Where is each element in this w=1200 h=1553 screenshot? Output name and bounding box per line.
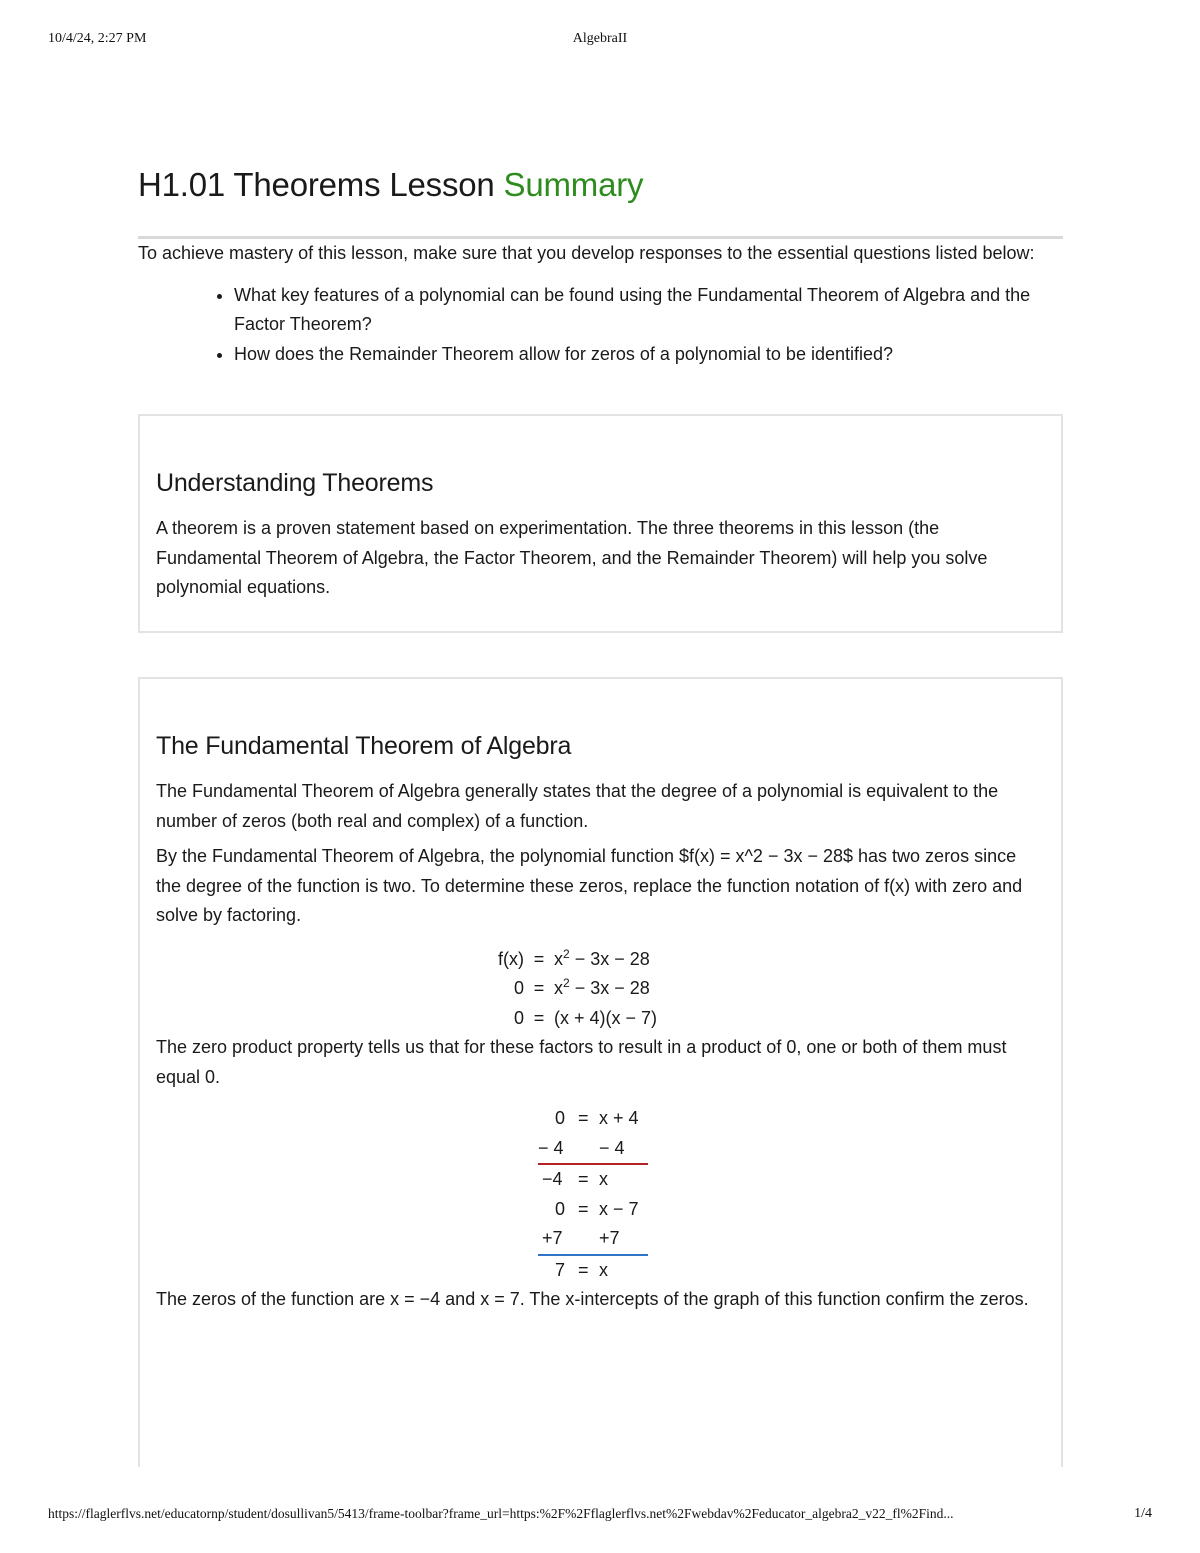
equation-equals: =: [533, 1007, 545, 1028]
equation-rhs: $x^2 - 3x - 28$: [554, 946, 650, 969]
fundamental-theorem-heading: The Fundamental Theorem of Algebra: [156, 732, 572, 760]
print-page-title: AlgebraII: [572, 31, 628, 46]
zero-product-property-text: The zero product property tells us that for these factors to result in a product of 0, one or both of them must equal 0.: [156, 1037, 1007, 1087]
print-page-number: 1/4: [1134, 1506, 1152, 1521]
understanding-theorems-heading: Understanding Theorems: [156, 469, 434, 497]
equation-row: [498, 1004, 657, 1034]
equation-lhs: 0: [513, 1007, 524, 1028]
equation-lhs: 0: [513, 978, 524, 998]
solve-steps: [538, 1104, 650, 1285]
zeros-conclusion-text: The zeros of the function are x = −4 and x = 7. The x-intercepts of the graph of this function confirm the zeros.: [156, 1289, 1029, 1309]
understanding-theorems-card: [138, 414, 1063, 633]
factoring-equations: [498, 945, 1045, 1034]
lesson-title: [138, 162, 1063, 208]
equation-equals: =: [533, 978, 545, 998]
solve-b-row1: 0 = x − 7: [555, 1198, 639, 1219]
solve-b-row3: 7 = x: [555, 1259, 608, 1280]
essential-question: • What key features of a polynomial can be found using the Fundamental Theorem of Algebra and the Factor Theorem?: [234, 281, 1063, 340]
lesson-title-main: H1.01 Theorems Lesson: [138, 166, 504, 203]
essential-question: • How does the Remainder Theorem allow for zeros of a polynomial to be identified?: [234, 340, 1063, 370]
print-datetime: 10/4/24, 2:27 PM: [48, 31, 147, 46]
solve-a-row1: 0 = x + 4: [555, 1108, 639, 1128]
lesson-title-accent: Summary: [503, 166, 644, 203]
solve-a-row2: − 4 − 4: [538, 1137, 625, 1158]
fundamental-theorem-card: [138, 677, 1063, 1467]
equation-rhs: (x + 4)(x − 7): [554, 1007, 658, 1028]
equation-rhs: $x^2 - 3x - 28$: [554, 976, 650, 998]
equation-row: [498, 974, 657, 1004]
understanding-theorems-text: A theorem is a proven statement based on experimentation. The three theorems in this lesson (the Fundamental Theorem of Algebra, the Factor Theorem, and the Remainder Theorem) will help you solve polynomial equations.: [156, 518, 988, 597]
lesson-intro: To achieve mastery of this lesson, make sure that you develop responses to the essential questions listed below:: [138, 243, 1035, 263]
equation-lhs: f(x): [498, 948, 524, 969]
print-footer: [48, 1506, 1152, 1526]
equation-row: [498, 945, 657, 975]
print-url: https://flaglerflvs.net/educatornp/student/dosullivan5/5413/frame-toolbar?frame_url=https:%2F%2Fflaglerflvs.net%2Fwebdav%2Feducator_algebra2_v22_fl%2Find...: [48, 1506, 954, 1521]
equation-equals: =: [533, 948, 545, 969]
essential-questions-list: [138, 281, 1063, 370]
fundamental-theorem-definition: The Fundamental Theorem of Algebra generally states that the degree of a polynomial is equivalent to the number of zeros (both real and complex) of a function.: [156, 781, 999, 831]
lesson-content: [138, 162, 1063, 1467]
solve-b-row2: +7 +7: [542, 1228, 620, 1248]
print-header: [48, 31, 1152, 51]
solve-a-row3: −4 = x: [542, 1169, 608, 1189]
fundamental-theorem-example: By the Fundamental Theorem of Algebra, the polynomial function $f(x) = x^2 − 3x − 28$ has two zeros since the degree of the function is two. To determine these zeros, replace the function notation of f(x) with zero and solve by factoring.: [156, 846, 1023, 925]
